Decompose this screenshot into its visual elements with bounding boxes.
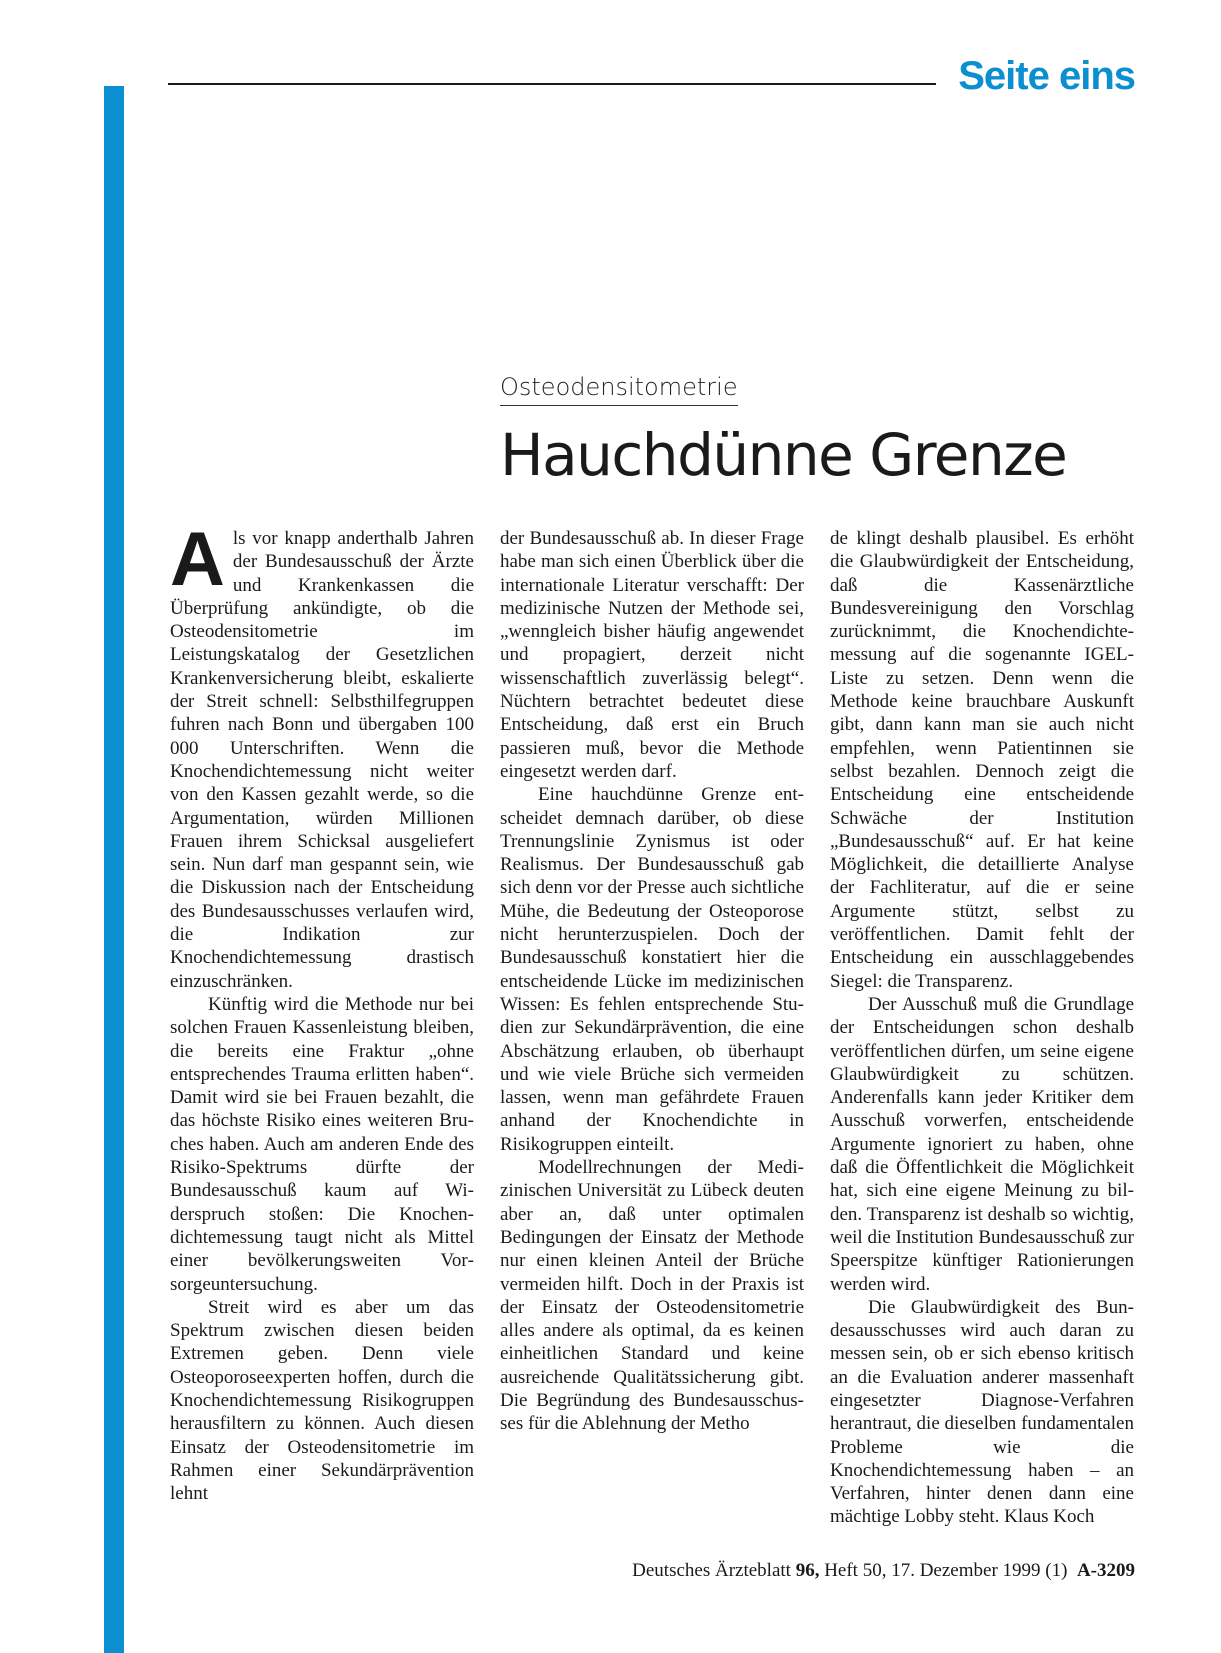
publication-name: Deutsches Ärzteblatt: [632, 1560, 791, 1581]
paragraph: [830, 1296, 1134, 1529]
paragraph: Eine hauchdünne Grenze entscheidet demnach darüber, ob diese Trennungslinie Zynismus ist oder Realismus. Der Bundesausschuß gab sich denn vor der Presse auch sichtliche Mühe, die Bedeutung der Osteoporose nicht herunterzuspielen. Doch der Bundesausschuß konstatiert hier die entscheidende Lücke im medizinischen Wissen: Es fehlen entsprechende Studien zur Sekundärprävention, die eine Abschätzung erlauben, ob überhaupt und wie viele Brüche sich vermeiden lassen, wenn man gefährdete Frauen anhand der Knochendichte in Risikogruppen einteilt.: [500, 784, 804, 1155]
paragraph: der Bundesausschuß ab. In dieser Frage habe man sich einen Überblick über die internationale Literatur verschafft: Der medizinische Nutzen der Methode sei, „wenngleich bisher häufig angewendet und propagiert, derzeit nicht wissenschaftlich zuverlässig belegt“. Nüchtern betrachtet bedeutet diese Entscheidung, daß erst ein Bruch passieren muß, bevor die Methode eingesetzt werden darf.: [500, 528, 804, 782]
blue-side-bar: [104, 86, 124, 1653]
article-headline: Hauchdünne Grenze: [500, 421, 1067, 489]
issue-date: Heft 50, 17. Dezember 1999 (1): [824, 1560, 1068, 1581]
text-column-1: [170, 517, 474, 1505]
header-rule: [168, 83, 936, 85]
paragraph: Künftig wird die Methode nur bei solchen Frauen Kassenleistung bleiben, die bereits eine Fraktur „ohne entsprechendes Trauma erlitten haben“. Damit wird sie bei Frauen bezahlt, die das höchste Risiko eines weiteren Bruches haben. Auch am anderen Ende des Risiko-Spektrums dürfte der Bundesausschuß kaum auf Widerspruch stoßen: Die Knochendichtemessung taugt nicht als Mittel einer bevölkerungsweiten Vorsorgeuntersuchung.: [170, 993, 474, 1295]
paragraph-text: ls vor knapp anderthalb Jahren der Bundesausschuß der Ärzte und Krankenkassen die Überprüfung ankündigte, ob die Osteodensitometrie im Leistungskatalog der Gesetzlichen Krankenversicherung bleibt, eskalierte der Streit schnell: Selbsthilfegruppen fuhren nach Bonn und übergaben 100 000 Unterschriften. Wenn die Knochendichtemessung nicht weiter von den Kassen gezahlt werde, so die Argumentation, würden Millionen Frauen ihrem Schicksal ausgeliefert sein. Nun darf man gespannt sein, wie die Diskussion nach der Entscheidung des Bundesausschusses verlaufen wird, die Indikation zur Knochendichtemessung drastisch einzuschränken.: [170, 528, 474, 992]
page-footer: [632, 1560, 1135, 1582]
text-column-2: [500, 527, 804, 1436]
author-name: Klaus Koch: [1004, 1506, 1095, 1528]
paragraph: de klingt deshalb plausibel. Es erhöht die Glaubwürdigkeit der Entscheidung, daß die Kassenärztliche Bundesvereinigung den Vorschlag zurücknimmt, die Knochendichtemessung auf die sogenannte IGEL-Liste zu setzen. Denn wenn die Methode keine brauchbare Auskunft gibt, dann kann man sie auch nicht empfehlen, wenn Patientinnen sie selbst bezahlen. Dennoch zeigt die Entscheidung eine entscheidende Schwäche der Institution „Bundesausschuß“ auf. Er hat keine Möglichkeit, die detaillierte Analyse der Fachliteratur, auf die er seine Argumente stützt, selbst zu veröffentlichen. Damit fehlt der Entscheidung ein ausschlaggebendes Siegel: die Transparenz.: [830, 528, 1134, 992]
volume-number: 96,: [795, 1560, 820, 1581]
paragraph: Streit wird es aber um das Spektrum zwischen diesen beiden Extremen geben. Denn viele Osteoporoseexperten hoffen, durch die Knochendichtemessung Risikogruppen herausfiltern zu können. Auch diesen Einsatz der Osteodensitometrie im Rahmen einer Sekundärprävention lehnt: [170, 1296, 474, 1505]
paragraph: [170, 517, 474, 993]
paragraph-text: Die Glaubwürdigkeit des Bundesausschusses wird auch daran zu messen sein, ob er sich ebenso kritisch an die Evaluation anderer massenhaft eingesetzter Diagnose-Verfahren herantraut, die dieselben fundamentalen Probleme wie die Knochendichtemessung haben – an Verfahren, hinter denen dann eine mächtige Lobby steht.: [830, 1296, 1134, 1528]
page-number: A-3209: [1076, 1560, 1135, 1581]
paragraph: Modellrechnungen der Medizinischen Universität zu Lübeck deuten aber an, daß unter optimalen Bedingungen der Einsatz der Methode nur einen kleinen Anteil der Brüche vermeiden hilft. Doch in der Praxis ist der Einsatz der Osteodensitometrie alles andere als optimal, da es keinen einheitlichen Standard und keine ausreichende Qualitätssicherung gibt. Die Begründung des Bundesausschusses für die Ablehnung der Metho: [500, 1157, 804, 1435]
paragraph: Der Ausschuß muß die Grundlage der Entscheidungen schon deshalb veröffentlichen dürfen, um seine eigene Glaubwürdigkeit zu schützen. Anderenfalls kann jeder Kritiker dem Ausschuß vorwerfen, entscheidende Argumente ignoriert zu haben, ohne daß die Öffentlichkeit die Möglichkeit hat, sich eine eigene Meinung zu bilden. Transparenz ist deshalb so wichtig, weil die Institution Bundesausschuß zur Speerspitze künftiger Rationierungen werden wird.: [830, 993, 1134, 1295]
section-label: Seite eins: [958, 54, 1135, 98]
text-column-3: [830, 527, 1134, 1529]
drop-cap: A: [170, 517, 225, 602]
article-kicker: Osteodensitometrie: [500, 374, 738, 406]
